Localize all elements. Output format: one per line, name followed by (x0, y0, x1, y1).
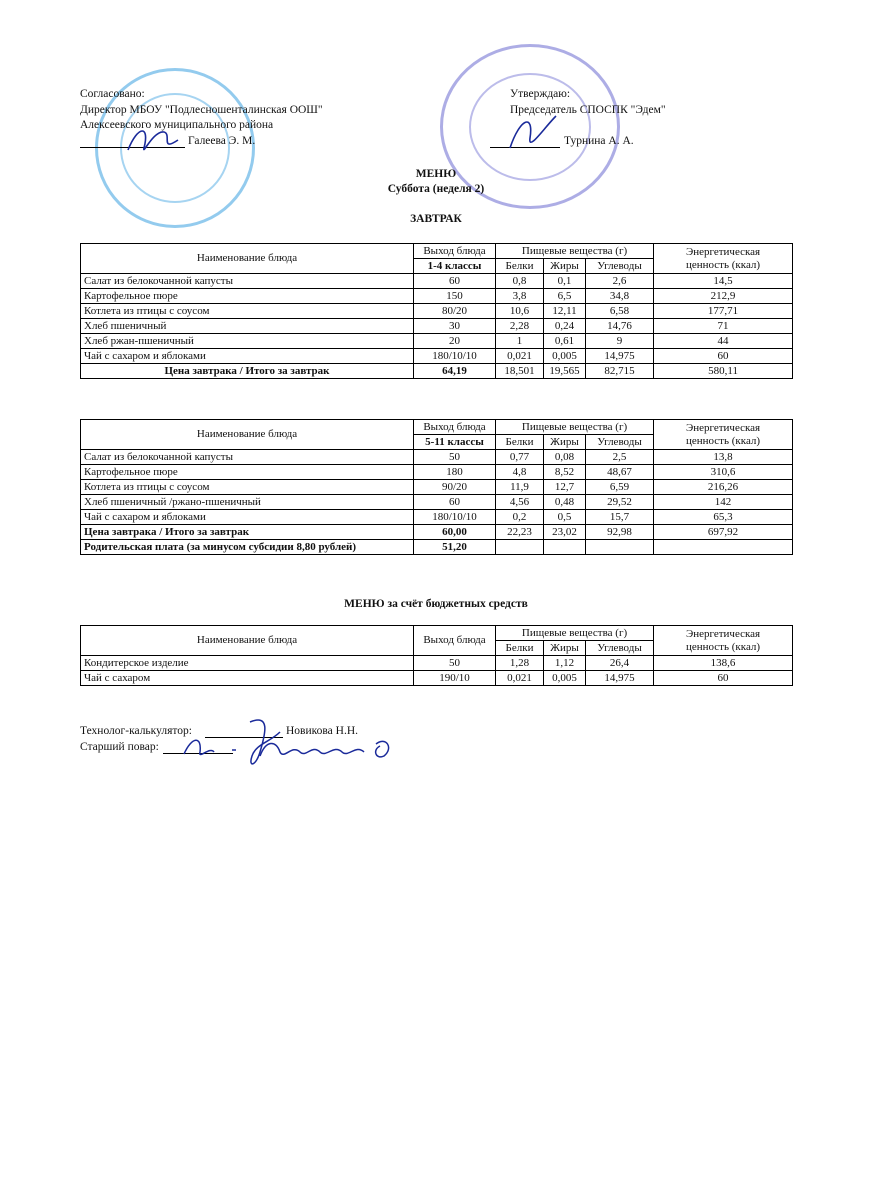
approval-left-name: Галеева Э. М. (188, 135, 256, 147)
table-row: Хлеб пшеничный /ржано-пшеничный 60 4,56 0,48 29,52 142 (81, 495, 793, 510)
header-output: Выход блюда (414, 626, 496, 656)
group-label: 5-11 классы (414, 435, 496, 450)
header-nutrients: Пищевые вещества (г) (496, 244, 654, 259)
header-nutrients: Пищевые вещества (г) (496, 626, 654, 641)
table-row: Картофельное пюре 180 4,8 8,52 48,67 310,6 (81, 465, 793, 480)
signature-chairman (500, 108, 570, 158)
header-energy: Энергетическая ценность (ккал) (654, 626, 793, 656)
approval-left-line2: Директор МБОУ "Подлесношенталинская ООШ" (80, 104, 323, 116)
table-row: Хлеб ржан-пшеничный 20 1 0,61 9 44 (81, 334, 793, 349)
header-dish: Наименование блюда (81, 420, 414, 450)
total-row: Цена завтрака / Итого за завтрак 64,19 18,501 19,565 82,715 580,11 (81, 364, 793, 379)
header-dish: Наименование блюда (81, 244, 414, 274)
header-protein: Белки (496, 259, 544, 274)
header-output: Выход блюда (414, 420, 496, 435)
budget-table (80, 625, 793, 686)
technologist-name: Новикова Н.Н. (286, 725, 359, 737)
total-row: Цена завтрака / Итого за завтрак 60,00 22,23 23,02 92,98 697,92 (81, 525, 793, 540)
approval-left-line1: Согласовано: (80, 88, 145, 100)
header-output: Выход блюда (414, 244, 496, 259)
table-row: Чай с сахаром 190/10 0,021 0,005 14,975 60 (81, 671, 793, 686)
header-fat: Жиры (544, 641, 586, 656)
header-carbs: Углеводы (586, 435, 654, 450)
signature-director (120, 120, 190, 160)
header-dish: Наименование блюда (81, 626, 414, 656)
technologist-label: Технолог-калькулятор: (80, 725, 192, 737)
approval-right-line1: Утверждаю: (510, 88, 571, 100)
group-label: 1-4 классы (414, 259, 496, 274)
table-row: Чай с сахаром и яблоками 180/10/10 0,2 0,5 15,7 65,3 (81, 510, 793, 525)
approval-left-line3: Алексеевского муниципального района (80, 119, 274, 131)
section-title: ЗАВТРАК (410, 213, 462, 225)
table-row: Чай с сахаром и яблоками 180/10/10 0,021 0,005 14,975 60 (81, 349, 793, 364)
header-nutrients: Пищевые вещества (г) (496, 420, 654, 435)
budget-menu-title: МЕНЮ за счёт бюджетных средств (344, 598, 528, 610)
signature-cook (180, 730, 410, 766)
approval-right-name: Турнина А. А. (564, 135, 634, 147)
table-row: Картофельное пюре 150 3,8 6,5 34,8 212,9 (81, 289, 793, 304)
breakfast-table-5-11 (80, 419, 793, 555)
header-fat: Жиры (544, 435, 586, 450)
table-row: Салат из белокочанной капусты 60 0,8 0,1 2,6 14,5 (81, 274, 793, 289)
table-row: Кондитерское изделие 50 1,28 1,12 26,4 138,6 (81, 656, 793, 671)
header-energy: Энергетическая ценность (ккал) (654, 244, 793, 274)
header-carbs: Углеводы (586, 259, 654, 274)
header-energy: Энергетическая ценность (ккал) (654, 420, 793, 450)
breakfast-table-1-4 (80, 243, 793, 379)
header-protein: Белки (496, 435, 544, 450)
header-fat: Жиры (544, 259, 586, 274)
header-carbs: Углеводы (586, 641, 654, 656)
table-row: Котлета из птицы с соусом 90/20 11,9 12,7 6,59 216,26 (81, 480, 793, 495)
menu-day: Суббота (неделя 2) (387, 183, 485, 195)
table-row: Хлеб пшеничный 30 2,28 0,24 14,76 71 (81, 319, 793, 334)
header-protein: Белки (496, 641, 544, 656)
cook-label: Старший повар: (80, 741, 159, 753)
approval-right-line2: Председатель СПОСПК "Эдем" (510, 104, 666, 116)
table-row: Салат из белокочанной капусты 50 0,77 0,08 2,5 13,8 (81, 450, 793, 465)
parent-fee-row: Родительская плата (за минусом субсидии 8,80 рублей) 51,20 (81, 540, 793, 555)
menu-title: МЕНЮ (415, 168, 457, 180)
table-row: Котлета из птицы с соусом 80/20 10,6 12,11 6,58 177,71 (81, 304, 793, 319)
